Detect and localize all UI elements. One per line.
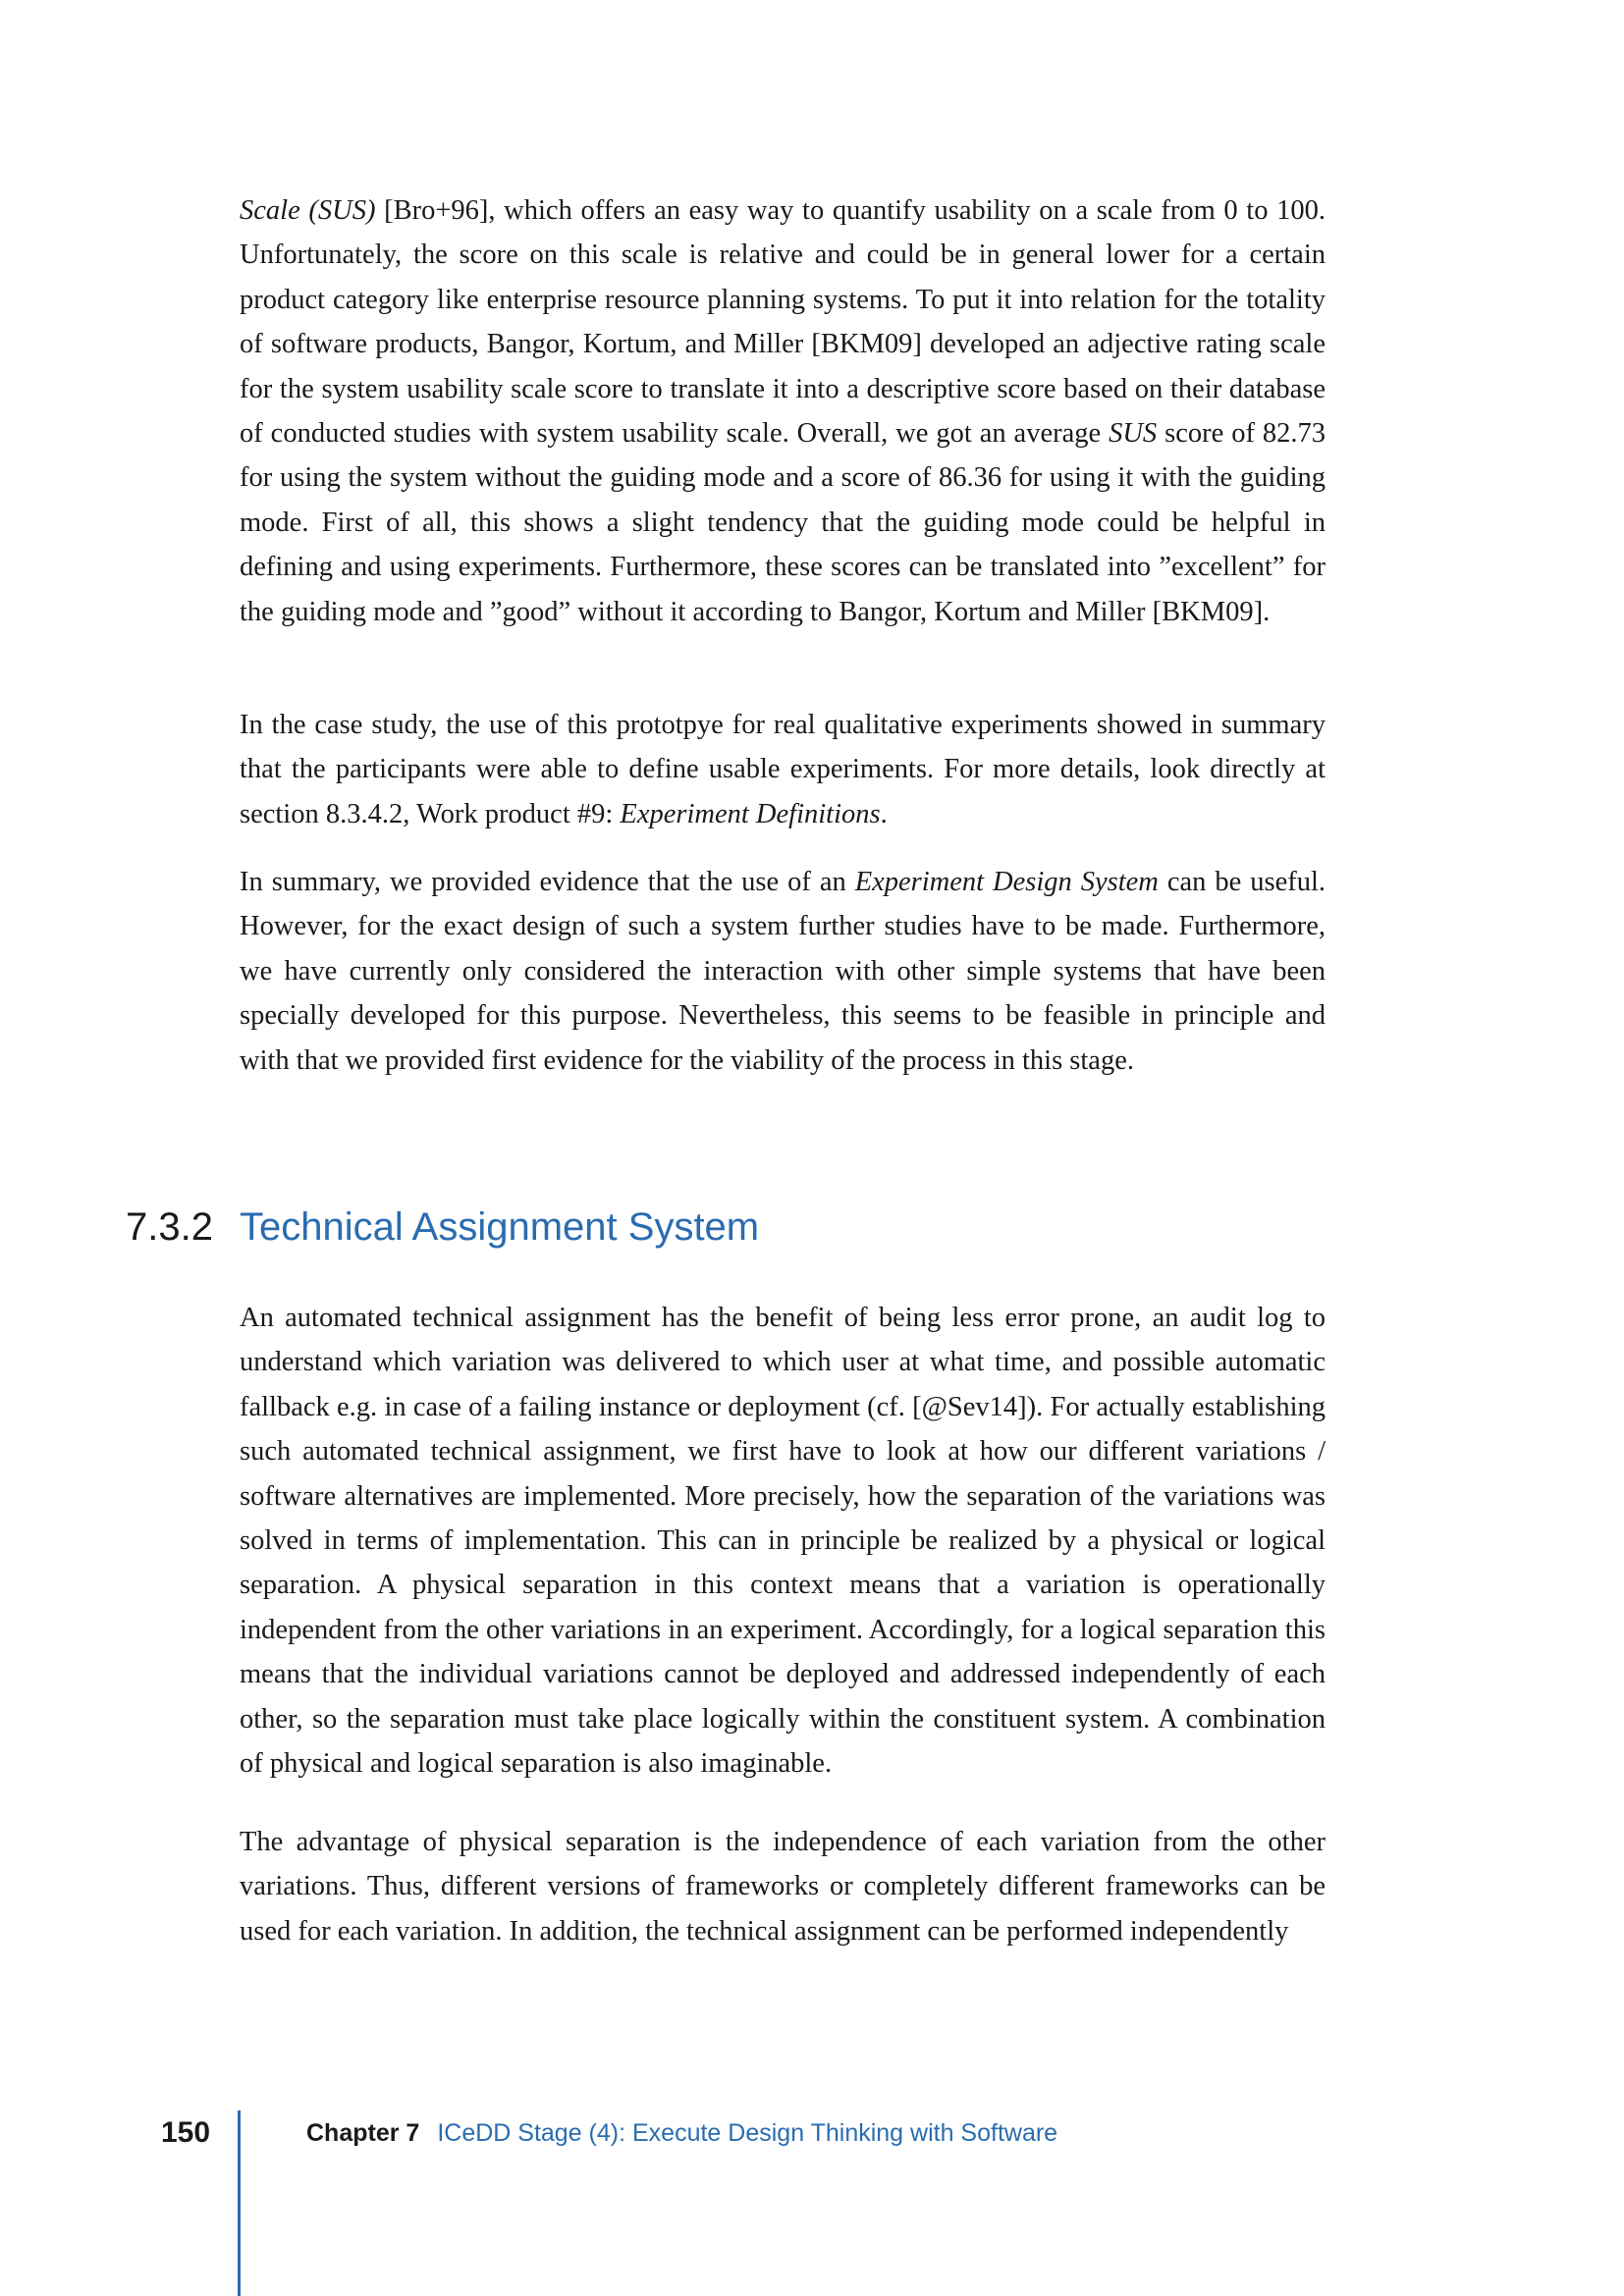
- italic-term: Experiment Design System: [854, 867, 1159, 897]
- text-run: [Bro+96], which offers an easy way to quantify usability on a scale from 0 to 100. Unfortunately, the score on this scale is relative and could be in general lower for a certain product category like enterprise resource planning systems. To put it into relation for the totality of software products, Bangor, Kortum, and Miller [BKM09] developed an adjective rating scale for the system usability scale score to translate it into a descriptive score based on their database of conducted studies with system usability scale. Overall, we got an average: [240, 195, 1326, 450]
- chapter-label: Chapter 7: [306, 2119, 420, 2147]
- text-run: score of 82.73 for using the system without the guiding mode and a score of 86.36 for using it with the guiding mode. First of all, this shows a slight tendency that the guiding mode could be helpful in defining and using experiments. Furthermore, these scores can be translated into ”excellent” for the guiding mode and ”good” without it according to Bangor, Kortum and Miller [BKM09].: [240, 418, 1326, 627]
- text-run: can be useful. However, for the exact design of such a system further studies have to be made. Furthermore, we have currently only considered the interaction with other simple systems that have been specially developed for this purpose. Nevertheless, this seems to be feasible in principle and with that we provided first evidence for the viability of the process in this stage.: [240, 867, 1326, 1076]
- chapter-title: ICeDD Stage (4): Execute Design Thinking with Software: [437, 2119, 1058, 2147]
- page-number: 150: [161, 2116, 211, 2149]
- italic-term: SUS: [1109, 418, 1158, 450]
- paragraph-summary: [240, 860, 1326, 1083]
- italic-term: Scale (SUS): [240, 195, 376, 226]
- paragraph-physical-separation: The advantage of physical separation is the independence of each variation from the other variations. Thus, different versions of frameworks or completely different frameworks can be used for each variation. In addition, the technical assignment can be performed independently: [240, 1827, 1326, 1947]
- section-title: Technical Assignment System: [240, 1205, 760, 1249]
- text-run: In the case study, the use of this prototpye for real qualitative experiments showed in summary that the participants were able to define usable experiments. For more details, look directly at section 8.3.4.2, Work product #9:: [240, 710, 1326, 829]
- section-heading: [126, 1200, 759, 1255]
- section-number: 7.3.2: [126, 1205, 213, 1249]
- paragraph-sus-results: [240, 188, 1326, 634]
- footer-divider: [238, 2110, 241, 2296]
- text-run: In summary, we provided evidence that the use of an: [240, 867, 855, 897]
- paragraph-technical-assignment: An automated technical assignment has the benefit of being less error prone, an audit log to understand which variation was delivered to which user at what time, and possible automatic fallback e.g. in case of a failing instance or deployment (cf. [@Sev14]). For actually establishing such automated technical assignment, we first have to look at how our different variations / software alternatives are implemented. More precisely, how the separation of the variations was solved in terms of implementation. This can in principle be realized by a physical or logical separation. A physical separation in this context means that a variation is operationally independent from the other variations in an experiment. Accordingly, for a logical separation this means that the individual variations cannot be deployed and addressed independently of each other, so the separation must take place logically within the constituent system. A combination of physical and logical separation is also imaginable.: [240, 1303, 1326, 1780]
- text-run: .: [880, 798, 888, 829]
- italic-term: Experiment Definitions: [620, 798, 881, 829]
- paragraph-case-study: [240, 703, 1326, 836]
- running-footer: [306, 2115, 1057, 2151]
